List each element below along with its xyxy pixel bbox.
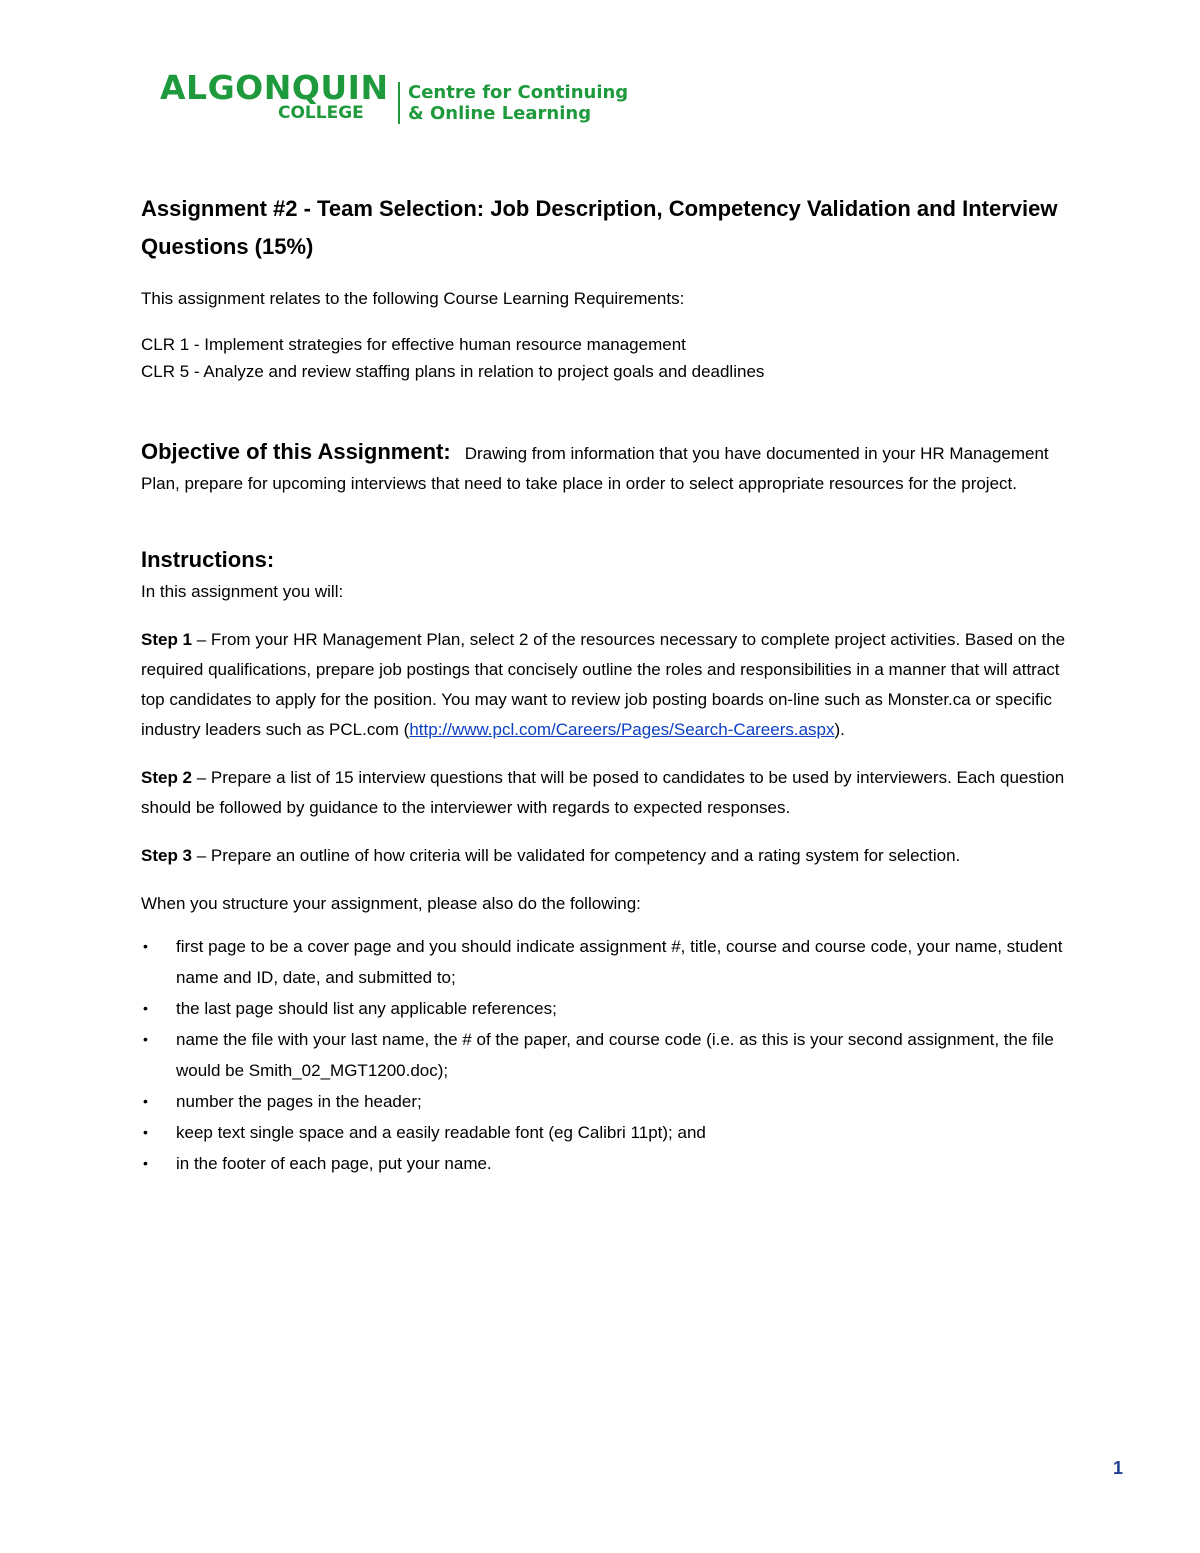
bullet-icon: • [143,1093,148,1109]
list-item [141,1117,1071,1148]
bullet-icon: • [143,1000,148,1016]
list-item-text: in the footer of each page, put your name. [176,1154,492,1173]
list-item [141,1148,1071,1179]
step-text: – Prepare an outline of how criteria will be validated for competency and a rating system for selection. [192,846,961,865]
bullet-icon: • [143,1155,148,1171]
step-1 [141,625,1071,745]
logo-divider [398,82,400,124]
list-item-text: name the file with your last name, the # of the paper, and course code (i.e. as this is your second assignment, the file would be Smith_02_MGT1200.doc); [176,1030,1054,1080]
page-number: 1 [1113,1458,1124,1478]
clr-item: CLR 5 - Analyze and review staffing plans in relation to project goals and deadlines [141,362,765,381]
step-text: – From your HR Management Plan, select 2 of the resources necessary to complete project activities. Based on the required qualifications, prepare job postings that concisely outline the roles and responsibilities in a manner that will attract top candidates to apply for the position. You may want to review job posting boards on-line such as Monster.ca or specific industry leaders such as PCL.com ( [141,630,1066,739]
bullet-icon: • [143,1031,148,1047]
algonquin-college-logo [160,70,630,130]
step-text-after: ). [834,720,845,739]
bullet-icon: • [143,1124,148,1140]
document-body [141,190,1071,1179]
step-3 [141,841,1071,871]
list-item-text: the last page should list any applicable references; [176,999,557,1018]
logo-centre-text: Centre for Continuing [408,82,629,103]
structure-lead: When you structure your assignment, please also do the following: [141,894,641,913]
step-label: Step 1 [141,630,193,649]
bullet-icon: • [143,938,148,954]
list-item-text: first page to be a cover page and you should indicate assignment #, title, course and course code, your name, student name and ID, date, and submitted to; [176,937,1063,987]
logo-wordmark: ALGONQUIN [160,68,389,107]
list-item-text: number the pages in the header; [176,1092,422,1111]
step-label: Step 3 [141,846,193,865]
step-label: Step 2 [141,768,193,787]
logo-college-text: COLLEGE [278,103,364,123]
objective-section [141,437,1071,499]
step-2 [141,763,1071,823]
clr-intro: This assignment relates to the following Course Learning Requirements: [141,289,685,308]
list-item [141,931,1071,993]
objective-text: Drawing from information that you have documented in your HR Management Plan, prepare for upcoming interviews that need to take place in order to select appropriate resources for the project. [141,444,1049,493]
requirements-list [141,931,1071,1179]
list-item-text: keep text single space and a easily readable font (eg Calibri 11pt); and [176,1123,706,1142]
logo-online-text: & Online Learning [408,103,592,124]
list-item [141,1086,1071,1117]
list-item [141,993,1071,1024]
list-item [141,1024,1071,1086]
pcl-careers-link[interactable]: http://www.pcl.com/Careers/Pages/Search-Careers.aspx [409,720,835,739]
assignment-title: Assignment #2 - Team Selection: Job Description, Competency Validation and Interview Questions (15%) [141,196,1058,259]
instructions-lead: In this assignment you will: [141,582,344,601]
objective-heading: Objective of this Assignment: [141,439,451,464]
instructions-heading: Instructions: [141,547,275,572]
clr-item: CLR 1 - Implement strategies for effective human resource management [141,335,686,354]
step-text: – Prepare a list of 15 interview questions that will be posed to candidates to be used by interviewers. Each question should be followed by guidance to the interviewer with regards to expected responses. [141,768,1065,817]
